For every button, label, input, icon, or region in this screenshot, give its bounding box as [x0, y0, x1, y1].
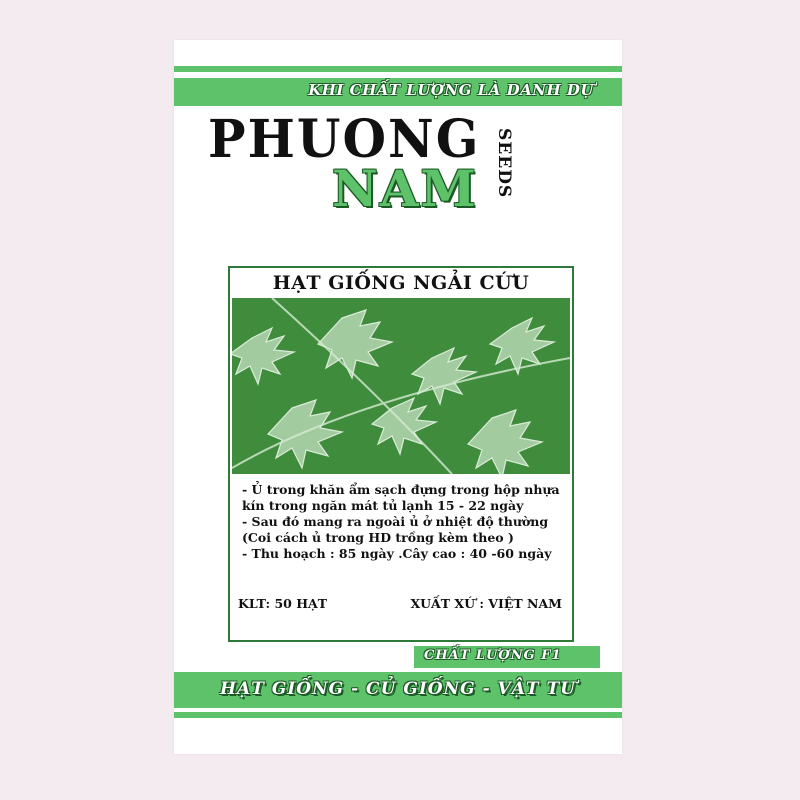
seed-quantity: KLT: 50 HẠT	[238, 596, 328, 611]
quality-badge-text: CHẤT LƯỢNG F1	[424, 648, 562, 663]
instruction-line: - Sau đó mang ra ngoài ủ ở nhiệt độ thường	[242, 514, 549, 529]
product-panel	[228, 266, 574, 642]
product-title: HẠT GIỐNG NGẢI CỨU	[272, 272, 530, 294]
categories-text: HẠT GIỐNG - CỦ GIỐNG - VẬT TƯ	[220, 679, 576, 699]
country-of-origin: XUẤT XỨ : VIỆT NAM	[410, 596, 562, 611]
instruction-line: (Coi cách ủ trong HD trồng kèm theo )	[242, 530, 514, 545]
slogan-text: KHI CHẤT LƯỢNG LÀ DANH DỰ	[308, 81, 594, 99]
top-thin-stripe	[174, 66, 622, 72]
categories-banner	[174, 672, 622, 708]
brand-name-line2: NAM	[332, 159, 478, 218]
instruction-line: - Ủ trong khăn ẩm sạch đựng trong hộp nhựa	[242, 482, 560, 497]
growing-instructions	[242, 482, 564, 562]
slogan-banner	[174, 78, 622, 106]
brand-name-line1: PHUONG	[208, 107, 481, 170]
bottom-thin-stripe	[174, 712, 622, 718]
brand-tagline-seeds: SEEDS	[494, 128, 514, 199]
quality-badge	[414, 646, 600, 668]
instruction-line: kín trong ngăn mát tủ lạnh 15 - 22 ngày	[242, 498, 524, 513]
seed-packet	[174, 40, 622, 754]
wormwood-leaves-photo	[232, 298, 570, 474]
instruction-line: - Thu hoạch : 85 ngày .Cây cao : 40 -60 ngày	[242, 546, 552, 561]
